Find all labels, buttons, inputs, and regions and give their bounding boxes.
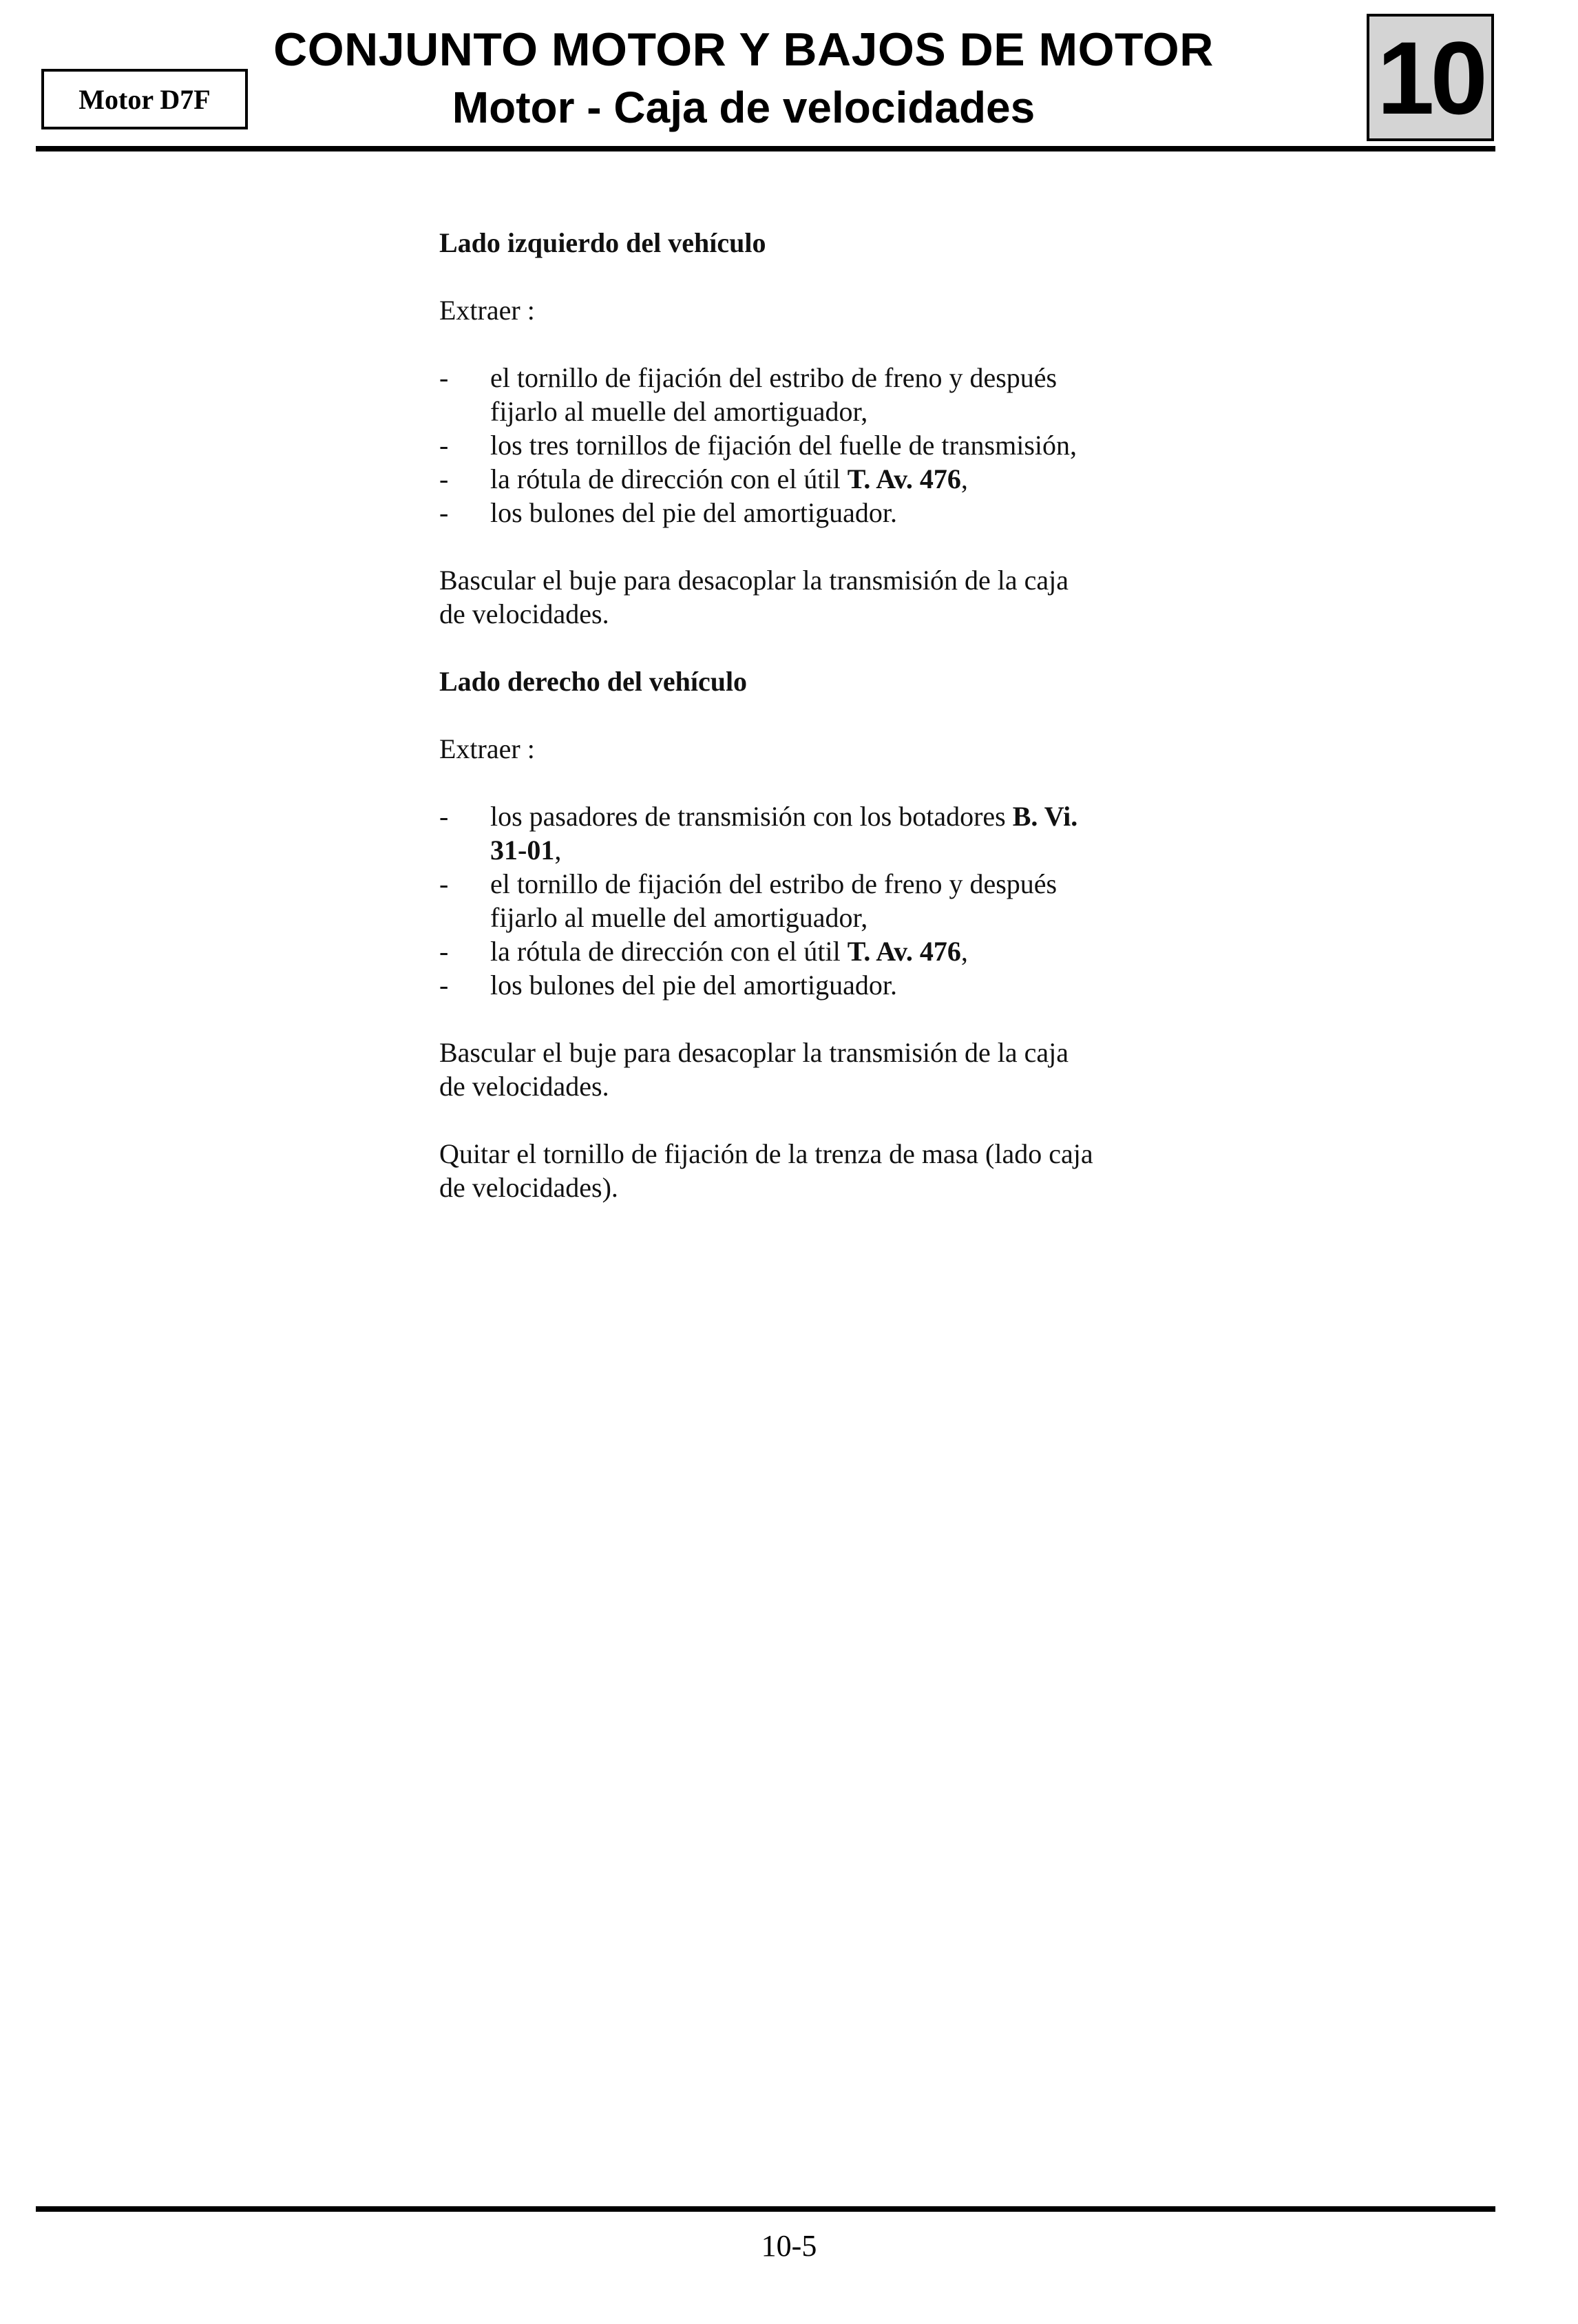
- step-text: el tornillo de fijación del estribo de freno y después fijarlo al muelle del amortiguador,: [490, 362, 1058, 427]
- list-item: [439, 867, 1100, 934]
- footer-divider: [36, 2206, 1495, 2212]
- list-item: [439, 496, 1100, 530]
- engine-model-label: [41, 69, 248, 129]
- right-side-steps: [439, 799, 1100, 1002]
- left-side-note: Bascular el buje para desacoplar la transmisión de la caja de velocidades.: [439, 565, 1069, 629]
- step-text: los bulones del pie del amortiguador.: [490, 970, 897, 1001]
- document-body: [439, 226, 1100, 1238]
- tool-reference: T. Av. 476: [847, 936, 961, 967]
- section-subtitle: Motor - Caja de velocidades: [452, 83, 1035, 132]
- left-side-steps: [439, 361, 1100, 530]
- dash-marker: -: [439, 362, 449, 393]
- dash-marker: -: [439, 430, 449, 461]
- left-side-heading: Lado izquierdo del vehículo: [439, 227, 766, 258]
- dash-marker: -: [439, 463, 449, 494]
- page-number: 10-5: [761, 2229, 817, 2263]
- step-text: los tres tornillos de fijación del fuelle de transmisión,: [490, 430, 1077, 461]
- right-side-heading: Lado derecho del vehículo: [439, 666, 748, 697]
- step-text: el tornillo de fijación del estribo de freno y después fijarlo al muelle del amortiguador,: [490, 868, 1058, 933]
- list-item: [439, 934, 1100, 968]
- chapter-number: 10: [1377, 19, 1484, 136]
- list-item: [439, 799, 1100, 867]
- left-side-intro: Extraer :: [439, 295, 535, 326]
- step-text: la rótula de dirección con el útil: [490, 936, 848, 967]
- tool-reference: T. Av. 476: [847, 463, 961, 494]
- dash-marker: -: [439, 868, 449, 899]
- right-side-note: Bascular el buje para desacoplar la transmisión de la caja de velocidades.: [439, 1037, 1069, 1102]
- step-punctuation: ,: [960, 463, 968, 494]
- engine-model-text: Motor D7F: [78, 83, 211, 115]
- list-item: [439, 428, 1100, 462]
- chapter-number-box: [1367, 14, 1494, 141]
- final-note: Quitar el tornillo de fijación de la trenza de masa (lado caja de velocidades).: [439, 1138, 1093, 1203]
- dash-marker: -: [439, 970, 449, 1001]
- step-punctuation: ,: [960, 936, 968, 967]
- list-item: [439, 361, 1100, 428]
- step-text: los bulones del pie del amortiguador.: [490, 497, 897, 528]
- header-divider: [36, 146, 1495, 151]
- step-text: los pasadores de transmisión con los botadores: [490, 801, 1013, 832]
- page-header: [262, 21, 1225, 136]
- section-title: CONJUNTO MOTOR Y BAJOS DE MOTOR: [273, 23, 1214, 76]
- list-item: [439, 462, 1100, 496]
- list-item: [439, 968, 1100, 1002]
- dash-marker: -: [439, 801, 449, 832]
- dash-marker: -: [439, 936, 449, 967]
- right-side-intro: Extraer :: [439, 733, 535, 764]
- step-text: la rótula de dirección con el útil: [490, 463, 848, 494]
- step-punctuation: ,: [554, 835, 562, 866]
- tool-reference: B. Vi. 31-01: [490, 801, 1078, 866]
- dash-marker: -: [439, 497, 449, 528]
